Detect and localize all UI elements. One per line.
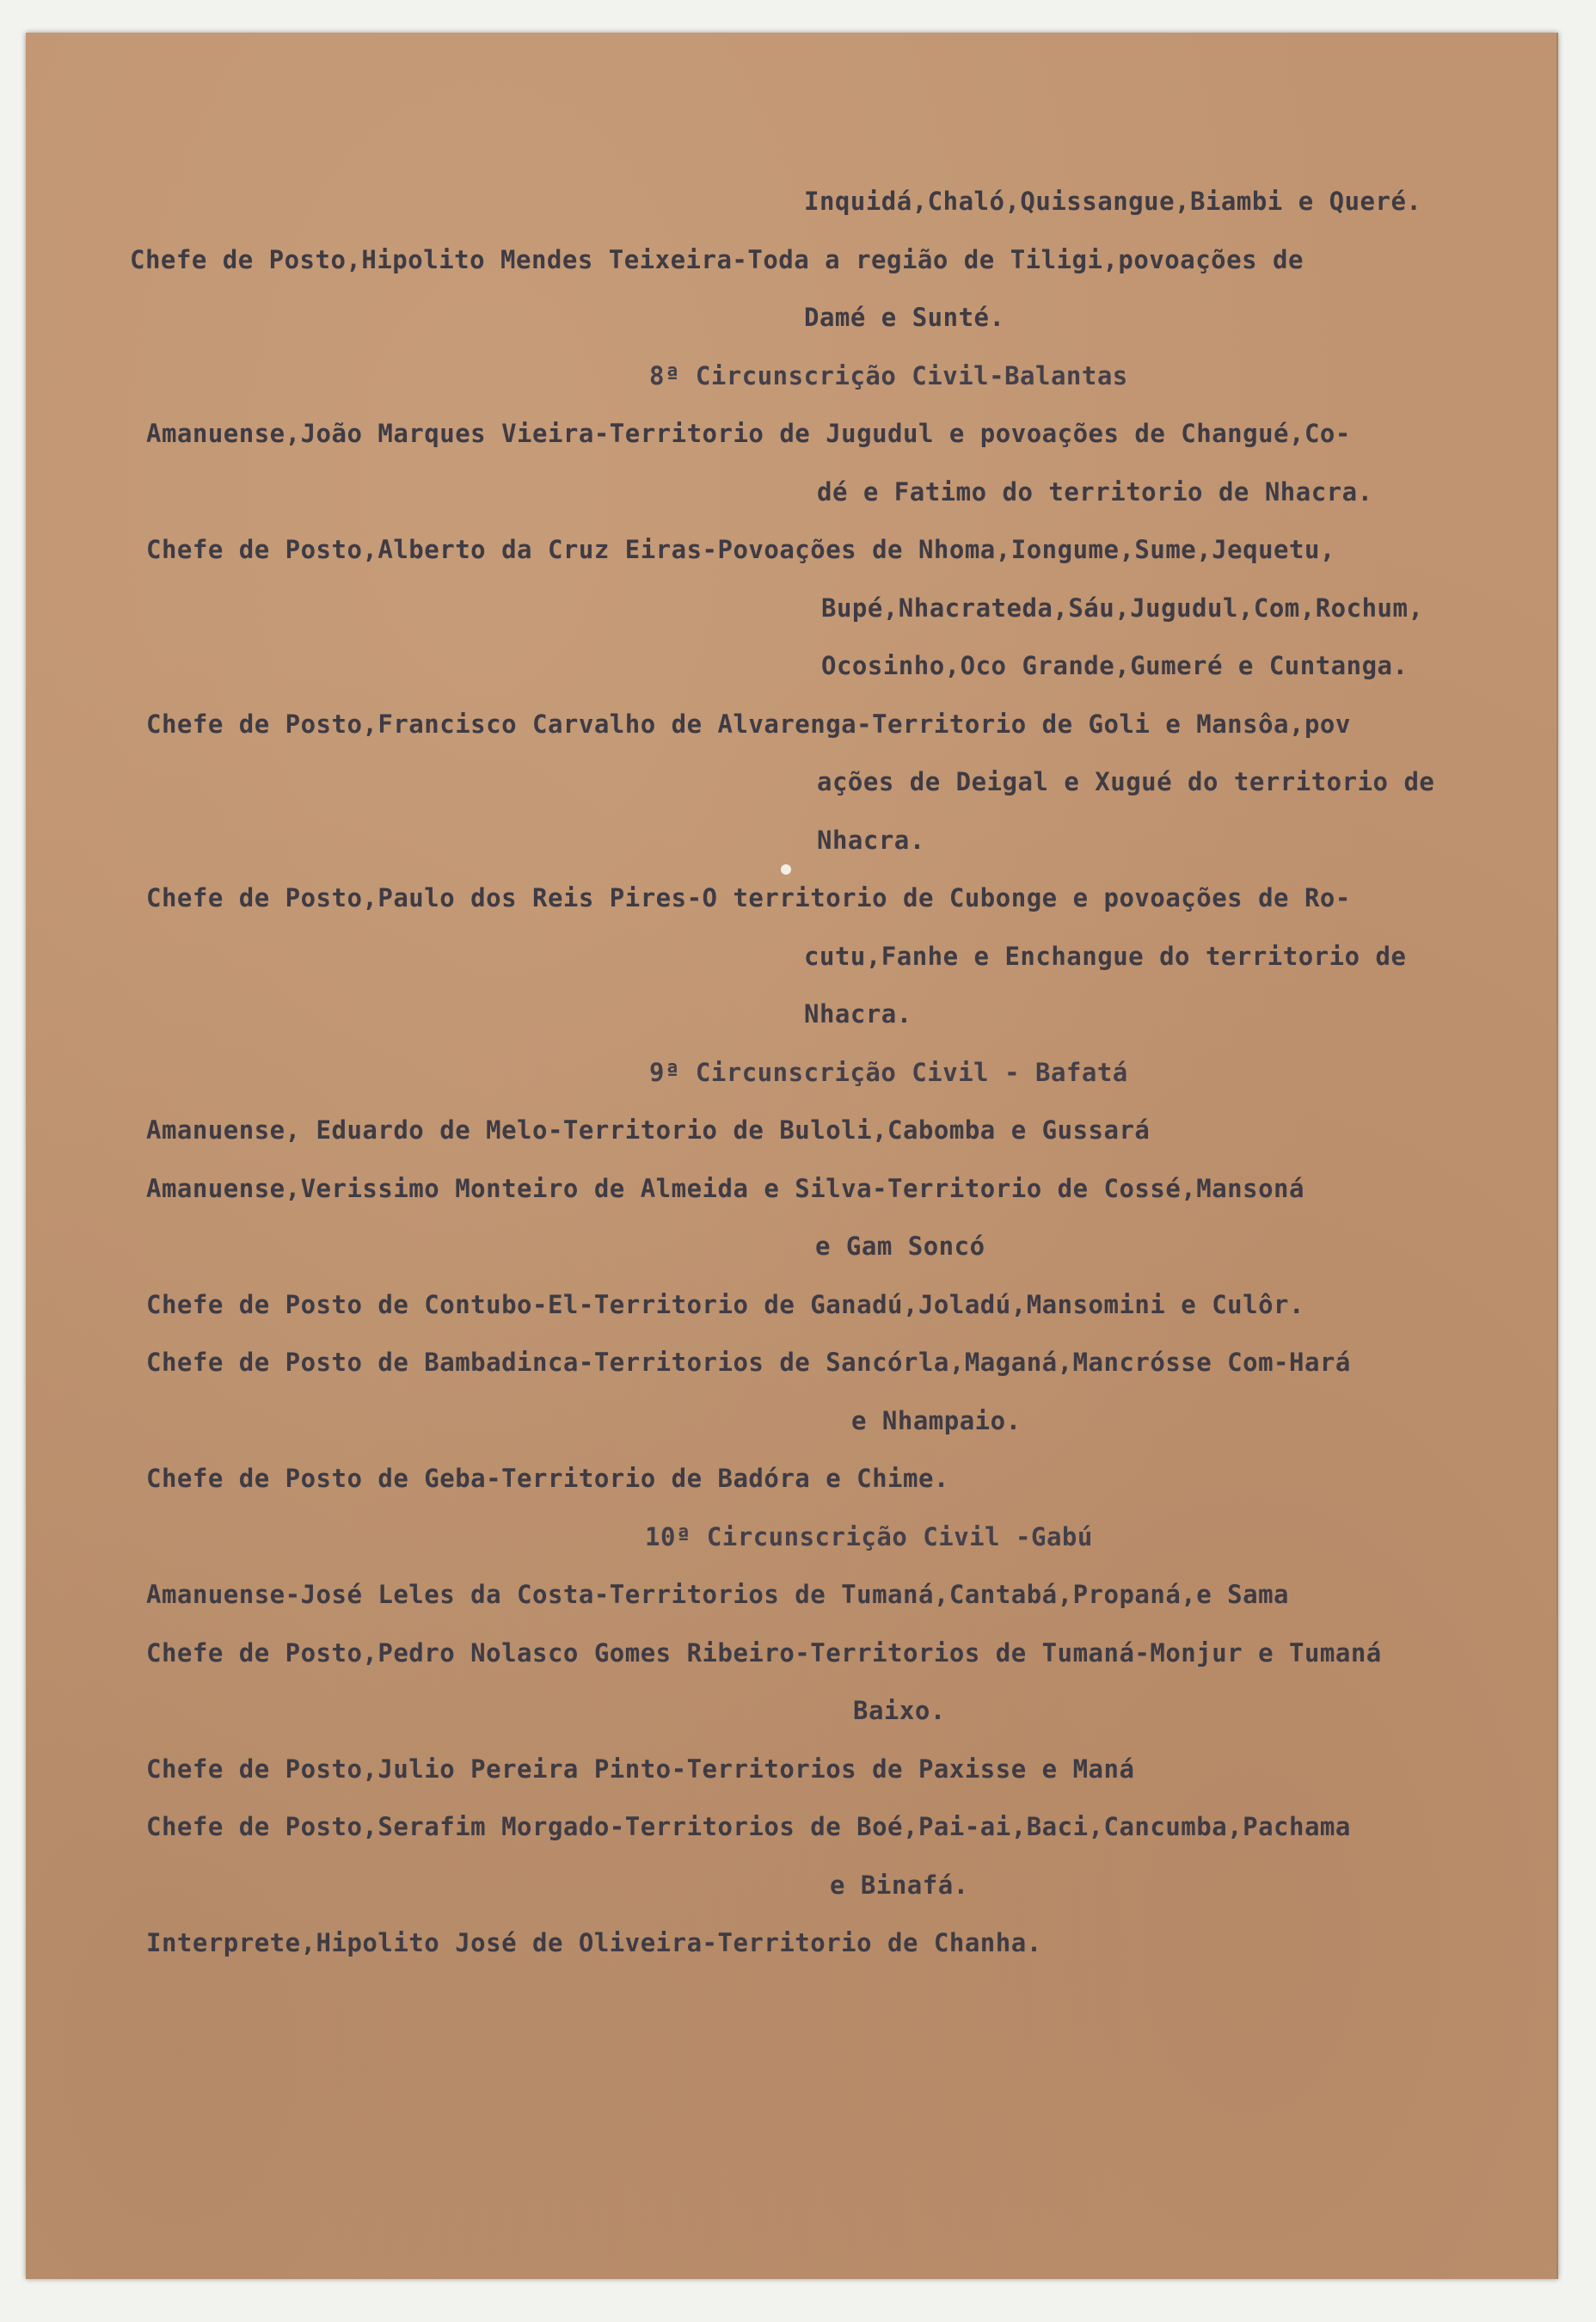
text-line: Chefe de Posto,Serafim Morgado-Territorios de Boé,Pai-ai,Baci,Cancumba,Pachama	[146, 1812, 1351, 1841]
section-heading: 10ª Circunscrição Civil -Gabú	[645, 1522, 1093, 1551]
text-line: Nhacra.	[817, 826, 925, 855]
text-line: Chefe de Posto,Alberto da Cruz Eiras-Povoações de Nhoma,Iongume,Sume,Jequetu,	[146, 535, 1335, 564]
section-heading: 8ª Circunscrição Civil-Balantas	[649, 361, 1128, 390]
text-line: cutu,Fanhe e Enchangue do territorio de	[804, 942, 1407, 971]
text-line: Chefe de Posto,Pedro Nolasco Gomes Ribeiro-Territorios de Tumaná-Monjur e Tumaná	[146, 1638, 1382, 1668]
section-heading: 9ª Circunscrição Civil - Bafatá	[649, 1058, 1128, 1087]
text-line: Chefe de Posto,Hipolito Mendes Teixeira-Toda a região de Tiligi,povoações de	[130, 245, 1304, 274]
text-line: Nhacra.	[804, 999, 912, 1029]
text-line: Chefe de Posto,Julio Pereira Pinto-Territorios de Paxisse e Maná	[146, 1754, 1135, 1784]
text-line: Chefe de Posto de Geba-Territorio de Badóra e Chime.	[146, 1464, 949, 1493]
text-line: Amanuense-José Leles da Costa-Territorios de Tumaná,Cantabá,Propaná,e Sama	[146, 1580, 1290, 1609]
text-line: Ocosinho,Oco Grande,Gumeré e Cuntanga.	[821, 651, 1409, 680]
text-line: Amanuense,Verissimo Monteiro de Almeida e Silva-Territorio de Cossé,Mansoná	[146, 1174, 1304, 1203]
paper-speck	[781, 864, 791, 875]
text-line: ações de Deigal e Xugué do territorio de	[817, 767, 1435, 796]
text-line: Amanuense, Eduardo de Melo-Territorio de Buloli,Cabomba e Gussará	[146, 1115, 1151, 1145]
text-line: Amanuense,João Marques Vieira-Territorio de Jugudul e povoações de Changué,Co-	[146, 419, 1351, 448]
text-line: e Nhampaio.	[851, 1406, 1022, 1435]
text-line: Bupé,Nhacrateda,Sáu,Jugudul,Com,Rochum,	[821, 593, 1424, 623]
text-line: Chefe de Posto de Bambadinca-Territorios de Sancórla,Maganá,Mancrósse Com-Hará	[146, 1348, 1351, 1377]
text-line: e Gam Soncó	[815, 1232, 985, 1261]
text-line: Interprete,Hipolito José de Oliveira-Territorio de Chanha.	[146, 1928, 1042, 1957]
text-line: Damé e Sunté.	[804, 303, 1005, 332]
text-line: Chefe de Posto,Paulo dos Reis Pires-O territorio de Cubonge e povoações de Ro-	[146, 883, 1351, 912]
text-line: Baixo.	[853, 1696, 946, 1725]
text-line: e Binafá.	[830, 1870, 969, 1900]
paper-sheet	[26, 33, 1558, 2279]
text-line: dé e Fatimo do territorio de Nhacra.	[817, 477, 1373, 507]
text-line: Chefe de Posto de Contubo-El-Territorio de Ganadú,Joladú,Mansomini e Culôr.	[146, 1290, 1304, 1319]
text-line: Inquidá,Chaló,Quissangue,Biambi e Queré.	[804, 187, 1422, 216]
text-line: Chefe de Posto,Francisco Carvalho de Alvarenga-Territorio de Goli e Mansôa,pov	[146, 710, 1351, 739]
